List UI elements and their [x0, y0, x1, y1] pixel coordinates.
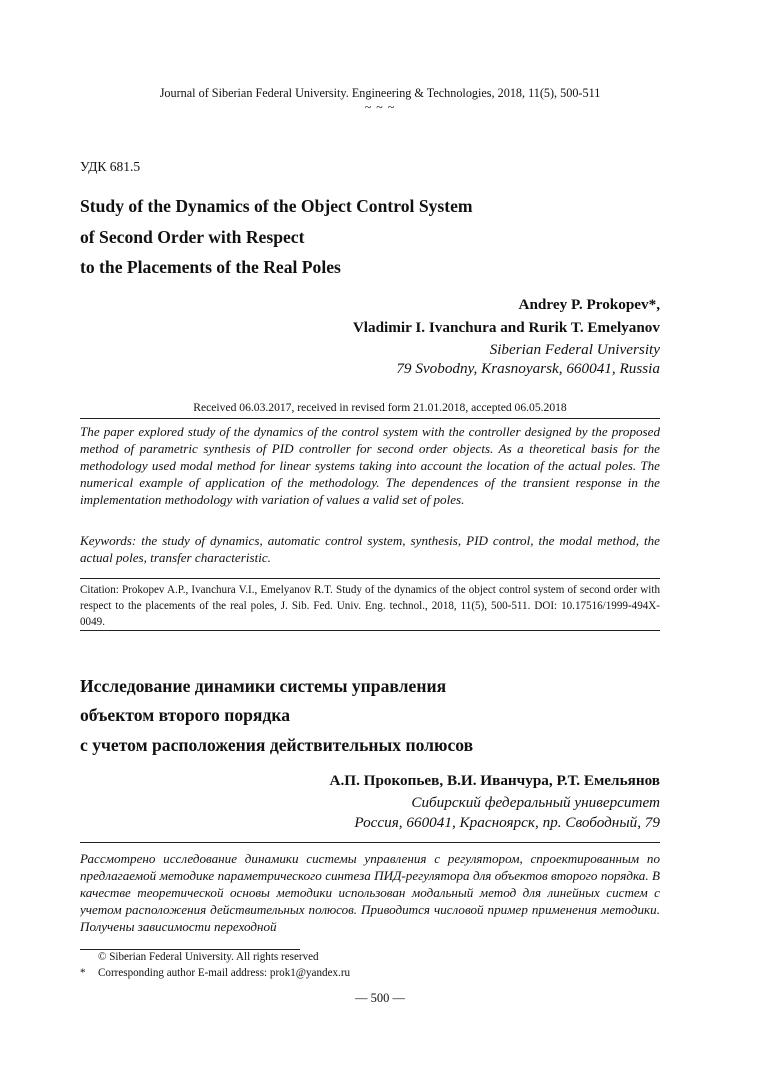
english-title-line-2: of Second Order with Respect	[80, 227, 305, 247]
english-abstract: The paper explored study of the dynamics of the control system with the controller designed by the proposed method of parametric synthesis of PID controller for second order objects. As a theoretical basis for the methodology used modal method for linear systems taking into account the location of the actual poles. The numerical example of application of the methodology. The dependences of the transient response in the implementation methodology with variation of values a valid set of poles.	[80, 424, 660, 507]
english-title-line-1: Study of the Dynamics of the Object Control System	[80, 196, 473, 216]
copyright-footnote: © Siberian Federal University. All rights reserved	[98, 951, 319, 963]
english-title-line-3: to the Placements of the Real Poles	[80, 257, 341, 277]
russian-affiliation-line-2: Россия, 660041, Красноярск, пр. Свободный, 79	[354, 814, 660, 831]
english-affiliation-line-1: Siberian Federal University	[489, 341, 660, 358]
russian-abstract: Рассмотрено исследование динамики системы управления с регулятором, спроектированным по предлагаемой методике параметрического синтеза ПИД-регулятора для объектов второго порядка. В качестве теоретической основы методики использован модальный метод для линейных систем с учетом расположения действительных полюсов. Приводится числовой пример применения методики. Получены зависимости переходной	[80, 851, 660, 934]
abstract-top-rule	[80, 418, 660, 419]
citation: Citation: Prokopev A.P., Ivanchura V.I., Emelyanov R.T. Study of the dynamics of the object control system of second order with respect to the placements of the real poles, J. Sib. Fed. Univ. Eng. technol., 2018, 11(5), 500-511. DOI: 10.17516/1999-494X-0049.	[80, 584, 660, 628]
russian-title-line-1: Исследование динамики системы управления	[80, 676, 447, 696]
page-number: — 500 —	[355, 991, 405, 1005]
received-dates: Received 06.03.2017, received in revised form 21.01.2018, accepted 06.05.2018	[193, 401, 567, 414]
footnote-star: *	[80, 967, 86, 979]
citation-top-rule	[80, 578, 660, 579]
citation-bottom-rule	[80, 630, 660, 631]
footnote-rule	[80, 949, 300, 950]
english-authors-line-1: Andrey P. Prokopev*,	[518, 296, 660, 313]
corresponding-author-footnote: Corresponding author E-mail address: prok1@yandex.ru	[98, 967, 351, 979]
russian-affiliation-line-1: Сибирский федеральный университет	[411, 794, 660, 811]
header-separator: ~ ~ ~	[364, 100, 396, 114]
russian-authors: А.П. Прокопьев, В.И. Иванчура, Р.Т. Емельянов	[329, 772, 660, 789]
journal-header: Journal of Siberian Federal University. Engineering & Technologies, 2018, 11(5), 500-511	[159, 86, 601, 100]
english-affiliation-line-2: 79 Svobodny, Krasnoyarsk, 660041, Russia	[396, 360, 660, 377]
english-keywords: Keywords: the study of dynamics, automatic control system, synthesis, PID control, the modal method, the actual poles, transfer characteristic.	[80, 533, 660, 565]
russian-title-line-3: с учетом расположения действительных полюсов	[80, 735, 474, 755]
russian-title-line-2: объектом второго порядка	[80, 705, 291, 725]
english-authors-line-2: Vladimir I. Ivanchura and Rurik T. Emelyanov	[352, 319, 660, 336]
udk-code: УДК 681.5	[80, 159, 141, 174]
russian-abstract-rule	[80, 842, 660, 843]
